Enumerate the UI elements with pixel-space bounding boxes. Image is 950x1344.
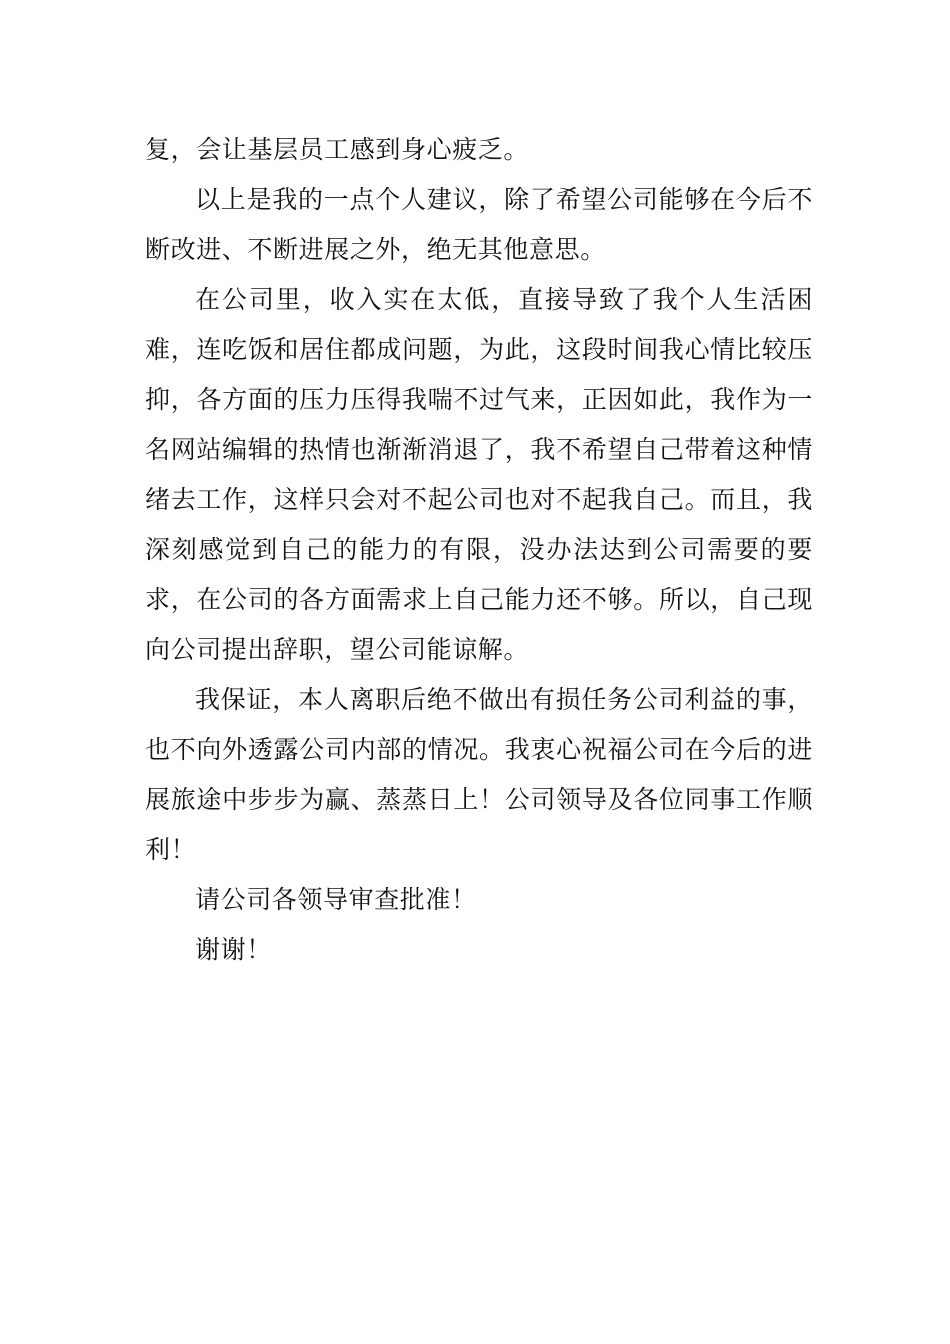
paragraph-suggestion: 以上是我的一点个人建议，除了希望公司能够在今后不断改进、不断进展之外，绝无其他意思。 xyxy=(145,185,813,264)
paragraph-resignation-reason: 在公司里，收入实在太低，直接导致了我个人生活困难，连吃饭和居住都成问题，为此，这段时间我心情比较压抑，各方面的压力压得我喘不过气来，正因如此，我作为一名网站编辑的热情也渐渐消退了，我不希望自己带着这种情绪去工作，这样只会对不起公司也对不起我自己。而且，我深刻感觉到自己的能力的有限，没办法达到公司需要的要求，在公司的各方面需求上自己能力还不够。所以，自己现向公司提出辞职，望公司能谅解。 xyxy=(145,285,813,664)
paragraph-thanks: 谢谢！ xyxy=(195,935,272,964)
paragraph-guarantee: 我保证，本人离职后绝不做出有损任务公司利益的事，也不向外透露公司内部的情况。我衷心祝福公司在今后的进展旅途中步步为赢、蒸蒸日上！公司领导及各位同事工作顺利！ xyxy=(145,685,813,864)
document-body xyxy=(145,125,813,975)
paragraph-request-approval: 请公司各领导审查批准！ xyxy=(195,885,477,914)
paragraph-continuation: 复，会让基层员工感到身心疲乏。 xyxy=(145,135,530,164)
